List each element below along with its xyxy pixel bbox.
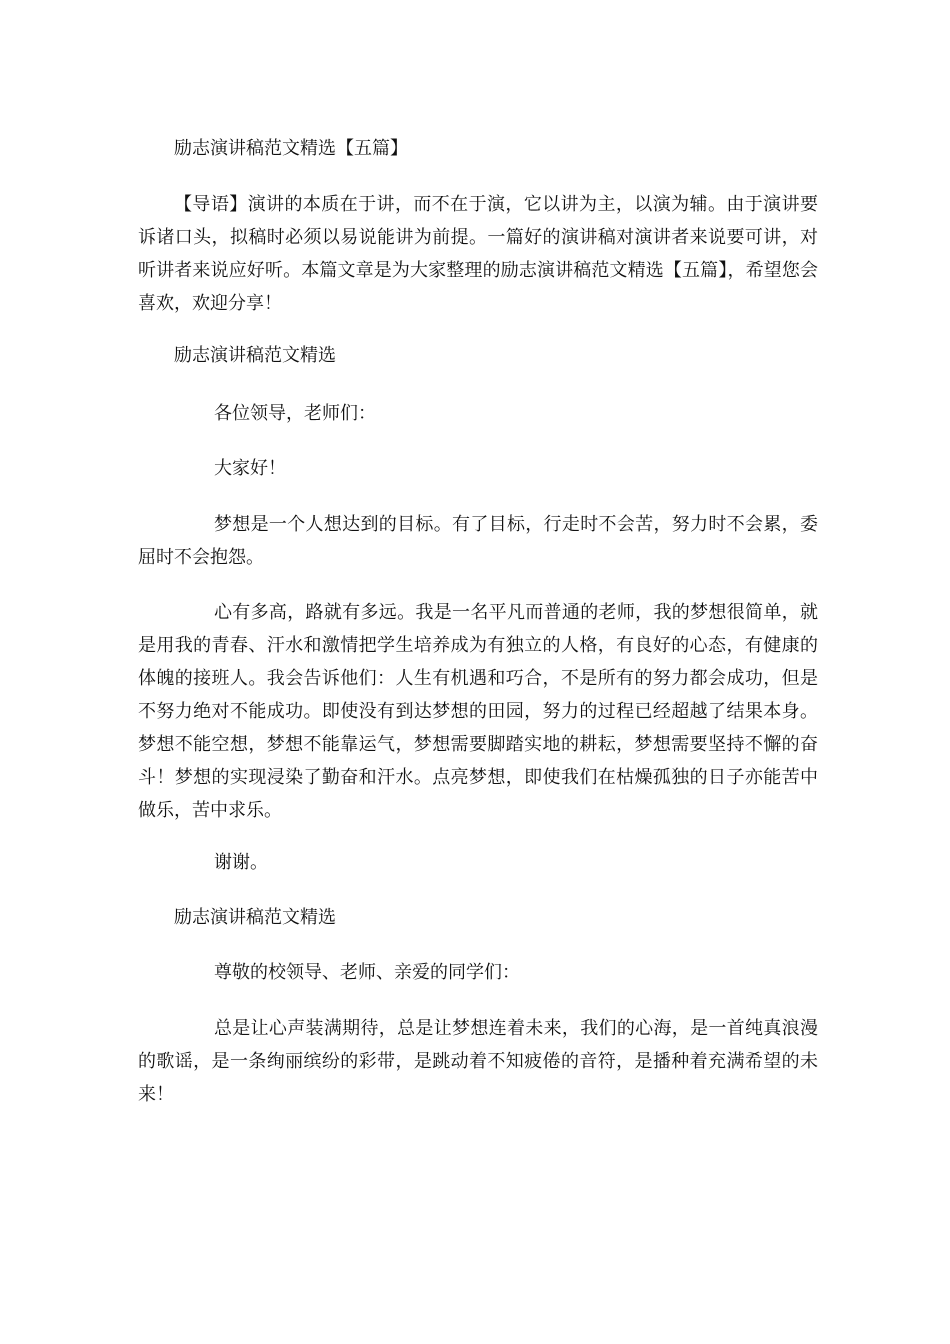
section-1-hello: 大家好！ — [214, 458, 286, 479]
section-1-greeting: 各位领导，老师们： — [214, 403, 376, 424]
section-1-paragraph-1: 梦想是一个人想达到的目标。有了目标，行走时不会苦，努力时不会累，委屈时不会抱怨。 — [138, 514, 818, 568]
section-2-heading: 励志演讲稿范文精选 — [174, 907, 336, 928]
section-1-heading: 励志演讲稿范文精选 — [174, 345, 336, 366]
section-2-paragraph-1: 总是让心声装满期待，总是让梦想连着未来，我们的心海，是一首纯真浪漫的歌谣，是一条绚丽缤纷的彩带，是跳动着不知疲倦的音符，是播种着充满希望的未来！ — [138, 1018, 818, 1105]
intro-paragraph: 【导语】演讲的本质在于讲，而不在于演，它以讲为主，以演为辅。由于演讲要诉诸口头，拟稿时必须以易说能讲为前提。一篇好的演讲稿对演讲者来说要可讲，对听讲者来说应好听。本篇文章是为大家整理的励志演讲稿范文精选【五篇】，希望您会喜欢，欢迎分享！ — [138, 194, 818, 314]
section-1-closing: 谢谢。 — [214, 852, 268, 873]
document-title: 励志演讲稿范文精选【五篇】 — [174, 138, 408, 159]
section-2-greeting: 尊敬的校领导、老师、亲爱的同学们： — [214, 962, 520, 983]
section-1-paragraph-2: 心有多高，路就有多远。我是一名平凡而普通的老师，我的梦想很简单，就是用我的青春、汗水和激情把学生培养成为有独立的人格，有良好的心态，有健康的体魄的接班人。我会告诉他们：人生有机遇和巧合，不是所有的努力都会成功，但是不努力绝对不能成功。即使没有到达梦想的田园，努力的过程已经超越了结果本身。梦想不能空想，梦想不能靠运气，梦想需要脚踏实地的耕耘，梦想需要坚持不懈的奋斗！梦想的实现浸染了勤奋和汗水。点亮梦想，即使我们在枯燥孤独的日子亦能苦中做乐，苦中求乐。 — [138, 602, 818, 821]
